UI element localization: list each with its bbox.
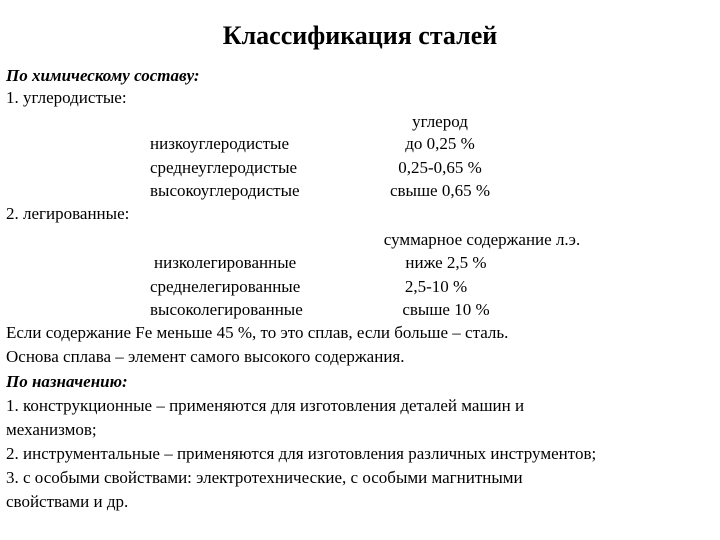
purpose-line: 3. с особыми свойствами: электротехнические, с особыми магнитными — [6, 468, 523, 487]
purpose-heading: По назначению: — [6, 372, 128, 391]
carbon-column-header: углерод — [412, 112, 468, 131]
carbon-row-value: свыше 0,65 % — [389, 181, 491, 200]
purpose-line: 2. инструментальные – применяются для изготовления различных инструментов; — [6, 444, 597, 463]
alloy-row-value: ниже 2,5 % — [405, 253, 487, 272]
purpose-line: 1. конструкционные – применяются для изготовления деталей машин и — [6, 396, 525, 415]
purpose-line: свойствами и др. — [6, 492, 129, 511]
purpose-line: механизмов; — [6, 420, 97, 439]
alloy-row-name: низколегированные — [154, 253, 297, 272]
carbon-row-name: низкоуглеродистые — [150, 134, 289, 153]
carbon-row-name: среднеуглеродистые — [150, 158, 298, 177]
alloy-row-name: высоколегированные — [150, 300, 303, 319]
alloy-row-value: 2,5-10 % — [404, 277, 468, 296]
note-alloy-vs-steel: Если содержание Fe меньше 45 %, то это сплав, если больше – сталь. — [6, 323, 509, 342]
chemical-heading: По химическому составу: — [6, 66, 200, 85]
note-alloy-base: Основа сплава – элемент самого высокого содержания. — [6, 347, 405, 366]
carbon-row-value: до 0,25 % — [405, 134, 475, 153]
alloy-steel-label: 2. легированные: — [6, 204, 130, 223]
carbon-row-value: 0,25-0,65 % — [398, 158, 482, 177]
alloy-row-value: свыше 10 % — [402, 300, 490, 319]
alloy-row-name: среднелегированные — [150, 277, 301, 296]
carbon-steel-label: 1. углеродистые: — [6, 88, 127, 107]
alloy-column-header: суммарное содержание л.э. — [383, 230, 581, 249]
carbon-row-name: высокоуглеродистые — [150, 181, 300, 200]
page-title: Классификация сталей — [222, 21, 498, 50]
